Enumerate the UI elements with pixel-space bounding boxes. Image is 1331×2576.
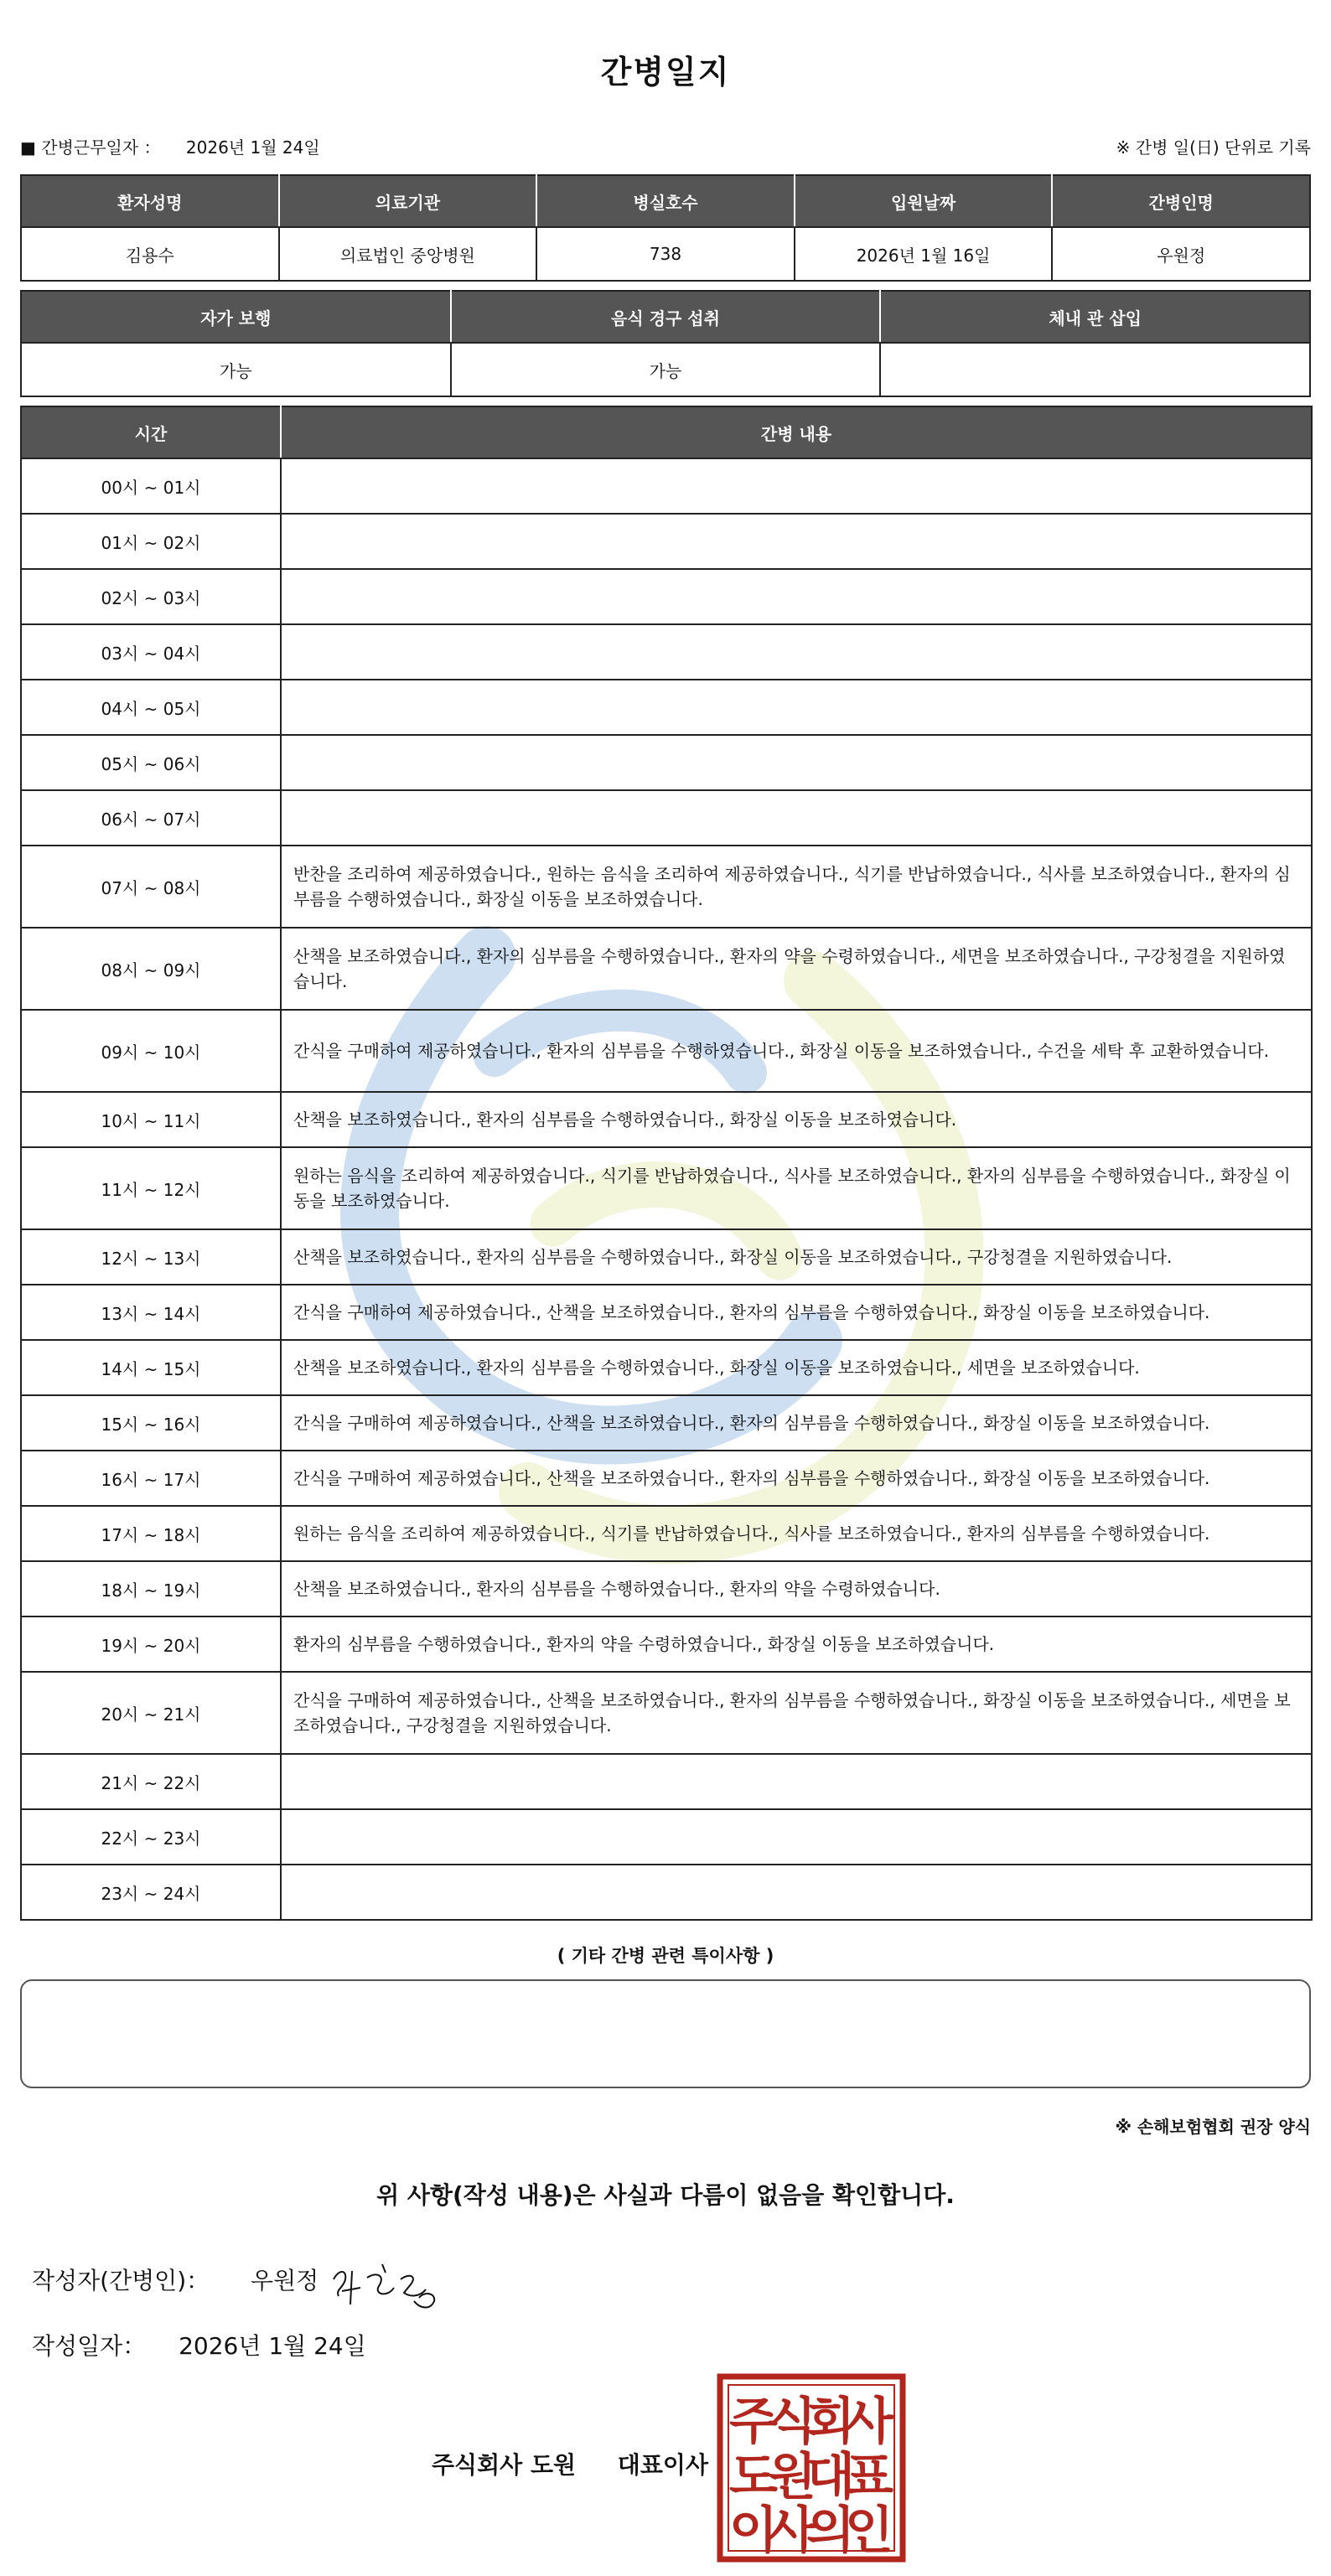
table-row: [21, 624, 1312, 680]
self-walking-value: 가능: [21, 343, 451, 396]
hospital-name: 의료법인 중앙병원: [279, 227, 537, 281]
table-row: [21, 846, 1312, 928]
time-cell: 21시 ~ 22시: [21, 1754, 281, 1809]
table-row: [21, 1865, 1312, 1920]
content-cell: 간식을 구매하여 제공하였습니다., 환자의 심부름을 수행하였습니다., 화장실 이동을 보조하였습니다., 수건을 세탁 후 교환하였습니다.: [281, 1010, 1312, 1092]
content-cell: 반찬을 조리하여 제공하였습니다., 원하는 음식을 조리하여 제공하였습니다., 식기를 반납하였습니다., 식사를 보조하였습니다., 환자의 심부름을 수행하였습니다., 화장실 이동을 보조하였습니다.: [281, 846, 1312, 928]
tube-insertion-value: [880, 343, 1310, 396]
content-cell: [281, 680, 1312, 735]
content-cell: 환자의 심부름을 수행하였습니다., 환자의 약을 수령하였습니다., 화장실 이동을 보조하였습니다.: [281, 1616, 1312, 1672]
table-row: [21, 680, 1312, 735]
time-cell: 07시 ~ 08시: [21, 846, 281, 928]
patient-name: 김용수: [21, 227, 279, 281]
svg-text:표: 표: [845, 2448, 893, 2506]
time-cell: 20시 ~ 21시: [21, 1672, 281, 1754]
writer-name: 우원정: [251, 2267, 319, 2294]
work-date-value: 2026년 1월 24일: [185, 137, 320, 158]
table-row: [21, 735, 1312, 790]
time-cell: 04시 ~ 05시: [21, 680, 281, 735]
written-date-row: [32, 2328, 366, 2361]
time-cell: 13시 ~ 14시: [21, 1285, 281, 1340]
oral-intake-value: 가능: [451, 343, 881, 396]
table-row: [21, 569, 1312, 624]
header-time: 시간: [21, 406, 281, 458]
table-row: [21, 1809, 1312, 1865]
company-name: 주식회사 도원: [432, 2451, 577, 2479]
content-cell: [281, 1809, 1312, 1865]
content-cell: 원하는 음식을 조리하여 제공하였습니다., 식기를 반납하였습니다., 식사를 보조하였습니다., 환자의 심부름을 수행하였습니다., 화장실 이동을 보조하였습니다.: [281, 1147, 1312, 1229]
work-date-label: ■ 간병근무일자 ：: [20, 137, 161, 158]
time-cell: 15시 ~ 16시: [21, 1395, 281, 1451]
time-cell: 17시 ~ 18시: [21, 1506, 281, 1561]
patient-status-table: [20, 290, 1311, 397]
time-cell: 08시 ~ 09시: [21, 928, 281, 1010]
work-date-row: [20, 134, 320, 158]
time-cell: 12시 ~ 13시: [21, 1229, 281, 1285]
confirmation-statement: 위 사항(작성 내용)은 사실과 다름이 없음을 확인합니다.: [376, 2181, 955, 2209]
handwritten-signature: [327, 2254, 453, 2321]
content-cell: 산책을 보조하였습니다., 환자의 심부름을 수행하였습니다., 환자의 약을 수령하였습니다., 세면을 보조하였습니다., 구강청결을 지원하였습니다.: [281, 928, 1312, 1010]
header-admission-date: 입원날짜: [795, 175, 1053, 227]
time-cell: 05시 ~ 06시: [21, 735, 281, 790]
time-cell: 00시 ~ 01시: [21, 458, 281, 514]
time-cell: 22시 ~ 23시: [21, 1809, 281, 1865]
content-cell: [281, 569, 1312, 624]
content-cell: 간식을 구매하여 제공하였습니다., 산책을 보조하였습니다., 환자의 심부름을 수행하였습니다., 화장실 이동을 보조하였습니다., 세면을 보조하였습니다., 구강청결을 지원하였습니다.: [281, 1672, 1312, 1754]
patient-info-table: [20, 174, 1311, 282]
svg-text:도: 도: [729, 2448, 778, 2506]
svg-text:회: 회: [806, 2392, 855, 2451]
content-cell: [281, 1865, 1312, 1920]
table-row: [21, 1672, 1312, 1754]
table-row: [21, 1285, 1312, 1340]
writer-row: [32, 2263, 319, 2296]
table-row: [21, 1451, 1312, 1506]
content-cell: 산책을 보조하였습니다., 환자의 심부름을 수행하였습니다., 화장실 이동을 보조하였습니다., 구강청결을 지원하였습니다.: [281, 1229, 1312, 1285]
header-tube-insertion: 체내 관 삽입: [880, 291, 1310, 343]
content-cell: [281, 1754, 1312, 1809]
header-self-walking: 자가 보행: [21, 291, 451, 343]
remarks-box: [20, 1979, 1311, 2088]
table-row: [21, 928, 1312, 1010]
time-cell: 03시 ~ 04시: [21, 624, 281, 680]
time-cell: 09시 ~ 10시: [21, 1010, 281, 1092]
table-row: [21, 1616, 1312, 1672]
writer-label: 작성자(간병인)：: [32, 2267, 210, 2294]
header-oral-intake: 음식 경구 섭취: [451, 291, 881, 343]
table-row: [21, 790, 1312, 846]
header-care-content: 간병 내용: [281, 406, 1312, 458]
company-seal-stamp: [717, 2373, 906, 2563]
header-room-number: 병실호수: [536, 175, 795, 227]
time-cell: 18시 ~ 19시: [21, 1561, 281, 1616]
svg-text:이: 이: [729, 2501, 778, 2560]
content-cell: [281, 790, 1312, 846]
content-cell: [281, 458, 1312, 514]
content-cell: 원하는 음식을 조리하여 제공하였습니다., 식기를 반납하였습니다., 식사를 보조하였습니다., 환자의 심부름을 수행하였습니다.: [281, 1506, 1312, 1561]
recommend-note: ※ 손해보험협회 권장 양식: [1115, 2117, 1311, 2137]
content-cell: 간식을 구매하여 제공하였습니다., 산책을 보조하였습니다., 환자의 심부름을 수행하였습니다., 화장실 이동을 보조하였습니다.: [281, 1285, 1312, 1340]
table-row: [21, 1754, 1312, 1809]
table-row: [21, 1340, 1312, 1395]
written-date-label: 작성일자：: [32, 2332, 147, 2360]
table-row: [21, 1506, 1312, 1561]
table-row: [21, 1092, 1312, 1147]
care-log-table: [20, 406, 1313, 1921]
svg-text:의: 의: [806, 2501, 855, 2560]
content-cell: [281, 514, 1312, 569]
svg-text:사: 사: [845, 2392, 893, 2451]
time-cell: 02시 ~ 03시: [21, 569, 281, 624]
content-cell: 간식을 구매하여 제공하였습니다., 산책을 보조하였습니다., 환자의 심부름을 수행하였습니다., 화장실 이동을 보조하였습니다.: [281, 1395, 1312, 1451]
remarks-title: ( 기타 간병 관련 특이사항 ): [557, 1946, 774, 1966]
time-cell: 10시 ~ 11시: [21, 1092, 281, 1147]
unit-note: ※ 간병 일(日) 단위로 기록: [1116, 137, 1311, 158]
header-caregiver-name: 간병인명: [1052, 175, 1310, 227]
written-date-value: 2026년 1월 24일: [179, 2332, 366, 2360]
document-title: 간병일지: [600, 54, 731, 91]
content-cell: [281, 735, 1312, 790]
company-row: [432, 2447, 708, 2480]
room-number: 738: [536, 227, 795, 281]
content-cell: 산책을 보조하였습니다., 환자의 심부름을 수행하였습니다., 화장실 이동을 보조하였습니다., 세면을 보조하였습니다.: [281, 1340, 1312, 1395]
table-row: [21, 514, 1312, 569]
svg-text:주: 주: [729, 2392, 778, 2451]
header-hospital: 의료기관: [279, 175, 537, 227]
svg-text:식: 식: [768, 2392, 816, 2451]
header-patient-name: 환자성명: [21, 175, 279, 227]
time-cell: 16시 ~ 17시: [21, 1451, 281, 1506]
time-cell: 19시 ~ 20시: [21, 1616, 281, 1672]
svg-text:대: 대: [806, 2448, 855, 2506]
time-cell: 23시 ~ 24시: [21, 1865, 281, 1920]
table-row: [21, 1395, 1312, 1451]
table-row: [21, 1561, 1312, 1616]
svg-text:인: 인: [845, 2501, 893, 2560]
svg-text:사: 사: [768, 2501, 816, 2560]
time-cell: 01시 ~ 02시: [21, 514, 281, 569]
table-row: [21, 1147, 1312, 1229]
table-row: [21, 1010, 1312, 1092]
caregiver-name: 우원정: [1052, 227, 1310, 281]
content-cell: 간식을 구매하여 제공하였습니다., 산책을 보조하였습니다., 환자의 심부름을 수행하였습니다., 화장실 이동을 보조하였습니다.: [281, 1451, 1312, 1506]
time-cell: 11시 ~ 12시: [21, 1147, 281, 1229]
time-cell: 06시 ~ 07시: [21, 790, 281, 846]
table-row: [21, 1229, 1312, 1285]
table-row: [21, 458, 1312, 514]
admission-date: 2026년 1월 16일: [795, 227, 1053, 281]
content-cell: [281, 624, 1312, 680]
content-cell: 산책을 보조하였습니다., 환자의 심부름을 수행하였습니다., 환자의 약을 수령하였습니다.: [281, 1561, 1312, 1616]
representative-title: 대표이사: [617, 2451, 708, 2479]
content-cell: 산책을 보조하였습니다., 환자의 심부름을 수행하였습니다., 화장실 이동을 보조하였습니다.: [281, 1092, 1312, 1147]
svg-text:원: 원: [768, 2448, 816, 2506]
time-cell: 14시 ~ 15시: [21, 1340, 281, 1395]
